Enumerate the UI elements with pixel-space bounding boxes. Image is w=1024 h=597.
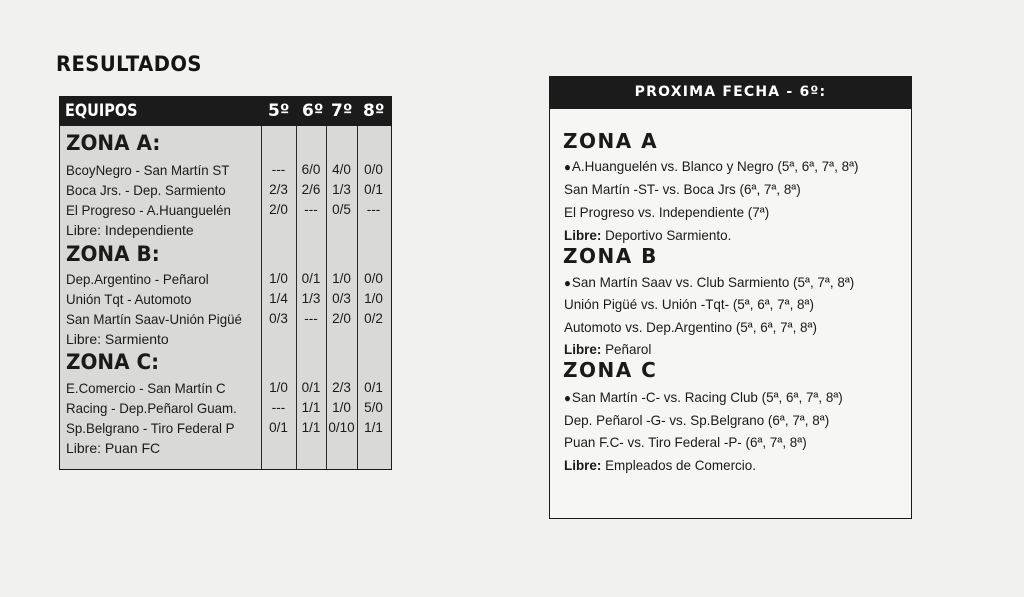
libre-label: Libre: <box>564 457 602 473</box>
fixture-libre: Libre: Peñarol <box>564 341 652 357</box>
round-6-header: 6º <box>302 101 324 121</box>
zone-b-title: ZONA B: <box>66 242 160 266</box>
score-cell: 1/0 <box>332 400 351 415</box>
score-cell: --- <box>304 202 318 217</box>
fixture-line: ●San Martín Saav vs. Club Sarmiento (5ª, 7ª, 8ª) <box>564 274 855 290</box>
fixture-libre: Libre: Deportivo Sarmiento. <box>564 227 732 243</box>
round-8-header: 8º <box>363 101 385 121</box>
score-cell: 0/1 <box>301 380 321 395</box>
results-table <box>59 96 392 470</box>
fixture-line: ●San Martín -C- vs. Racing Club (5ª, 6ª, 7ª, 8ª) <box>564 389 843 405</box>
zone-a-libre: Libre: Independiente <box>66 222 194 238</box>
bullet-icon: ● <box>564 160 571 174</box>
score-cell: 0/1 <box>269 420 288 435</box>
table-row <box>60 311 391 331</box>
zone-a-title: ZONA A: <box>66 131 161 155</box>
next-zone-b-title: ZONA B <box>563 244 658 268</box>
teams-column-header: EQUIPOS <box>65 101 138 121</box>
score-cell: 2/3 <box>269 182 288 197</box>
match-label: Unión Tqt - Automoto <box>66 291 192 307</box>
score-cell: 1/1 <box>364 420 383 435</box>
fixture-line: Unión Pigüé vs. Unión -Tqt- (5ª, 6ª, 7ª, 8ª) <box>564 296 814 312</box>
score-cell: 0/10 <box>328 420 355 435</box>
score-cell: 5/0 <box>364 400 383 415</box>
fixture-line: Dep. Peñarol -G- vs. Sp.Belgrano (6ª, 7ª, 8ª) <box>564 412 830 428</box>
match-label: San Martín Saav-Unión Pigüé <box>66 311 242 327</box>
score-cell: 1/1 <box>301 400 321 415</box>
score-cell: 4/0 <box>332 162 351 177</box>
table-row <box>60 420 391 440</box>
table-row <box>60 400 391 420</box>
score-cell: 1/0 <box>269 271 288 286</box>
libre-label: Libre: <box>564 227 602 243</box>
results-header <box>60 97 391 126</box>
score-cell: 0/0 <box>364 271 383 286</box>
match-label: Dep.Argentino - Peñarol <box>66 271 209 287</box>
match-label: El Progreso - A.Huanguelén <box>66 202 231 218</box>
libre-label: Libre: <box>564 341 602 357</box>
zone-c-libre: Libre: Puan FC <box>66 440 161 456</box>
score-cell: 1/0 <box>269 380 288 395</box>
match-label: BcoyNegro - San Martín ST <box>66 162 230 178</box>
score-cell: 1/0 <box>364 291 383 306</box>
fixture-line: San Martín -ST- vs. Boca Jrs (6ª, 7ª, 8ª) <box>564 181 801 197</box>
fixture-line: ●A.Huanguelén vs. Blanco y Negro (5ª, 6ª, 7ª, 8ª) <box>564 158 859 174</box>
table-row <box>60 182 391 202</box>
score-cell: 0/1 <box>301 271 321 286</box>
bullet-icon: ● <box>564 391 571 405</box>
score-cell: 0/3 <box>332 291 351 306</box>
page-title: RESULTADOS <box>56 52 202 76</box>
next-zone-a-title: ZONA A <box>563 129 659 153</box>
round-5-header: 5º <box>268 101 290 121</box>
score-cell: 6/0 <box>301 162 321 177</box>
score-cell: --- <box>366 202 381 217</box>
zone-b-libre: Libre: Sarmiento <box>66 331 169 347</box>
score-cell: --- <box>271 400 286 415</box>
score-cell: 2/6 <box>301 182 321 197</box>
score-cell: 0/3 <box>269 311 288 326</box>
match-label: Sp.Belgrano - Tiro Federal P <box>66 420 235 436</box>
score-cell: 0/1 <box>364 182 383 197</box>
score-cell: --- <box>271 162 286 177</box>
score-cell: 0/1 <box>364 380 383 395</box>
round-7-header: 7º <box>331 101 353 121</box>
score-cell: 2/0 <box>332 311 351 326</box>
score-cell: --- <box>304 311 318 326</box>
fixture-line: Puan F.C- vs. Tiro Federal -P- (6ª, 7ª, 8ª) <box>564 434 807 450</box>
fixture-line: Automoto vs. Dep.Argentino (5ª, 6ª, 7ª, 8ª) <box>564 319 817 335</box>
score-cell: 2/0 <box>269 202 288 217</box>
score-cell: 1/4 <box>269 291 288 306</box>
score-cell: 1/3 <box>301 291 321 306</box>
match-label: Boca Jrs. - Dep. Sarmiento <box>66 182 226 198</box>
next-fixture-box <box>549 76 912 519</box>
fixture-line: El Progreso vs. Independiente (7ª) <box>564 204 770 220</box>
score-cell: 1/0 <box>332 271 351 286</box>
score-cell: 0/0 <box>364 162 383 177</box>
score-cell: 0/5 <box>332 202 351 217</box>
score-cell: 1/1 <box>301 420 321 435</box>
score-cell: 1/3 <box>332 182 351 197</box>
match-label: E.Comercio - San Martín C <box>66 380 226 396</box>
score-cell: 2/3 <box>332 380 351 395</box>
bullet-icon: ● <box>564 276 571 290</box>
fixture-libre: Libre: Empleados de Comercio. <box>564 457 756 473</box>
table-row <box>60 202 391 222</box>
table-row <box>60 271 391 291</box>
table-row <box>60 291 391 311</box>
score-cell: 0/2 <box>364 311 383 326</box>
table-row <box>60 162 391 182</box>
zone-c-title: ZONA C: <box>66 350 160 374</box>
match-label: Racing - Dep.Peñarol Guam. <box>66 400 237 416</box>
next-fixture-header: PROXIMA FECHA - 6º: <box>550 77 911 109</box>
next-zone-c-title: ZONA C <box>563 358 658 382</box>
table-row <box>60 380 391 400</box>
